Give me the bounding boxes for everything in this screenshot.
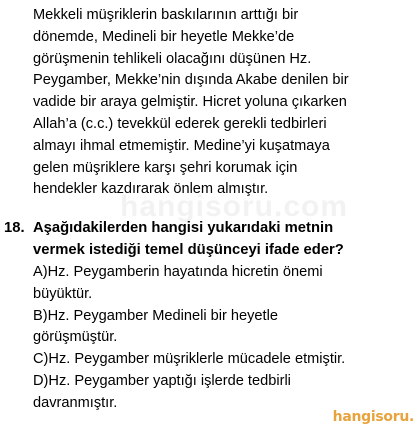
- brand-logo: hangisoru.: [332, 409, 414, 425]
- question-stem-line-1: [4, 218, 416, 240]
- passage-line: görüşmenin tehlikeli olacağını düşünen Hz.: [33, 50, 312, 67]
- passage-line: Allah’a (c.c.) tevekkül ederek gerekli tedbirleri: [33, 115, 327, 132]
- passage-line: Peygamber, Mekke’nin dışında Akabe denilen bir: [33, 72, 349, 89]
- question-number: 18.: [4, 220, 25, 236]
- option-a-line-2: büyüktür.: [33, 285, 93, 302]
- passage-line: almayı ihmal etmemiştir. Medine’yi kuşatmaya: [33, 137, 330, 154]
- question-stem-line-2: [4, 240, 416, 262]
- option-d-line-2: davranmıştır.: [33, 394, 118, 411]
- passage-line: vadide bir araya gelmiştir. Hicret yoluna çıkarken: [33, 94, 347, 111]
- option-a-line-1: A)Hz. Peygamberin hayatında hicretin önemi: [33, 264, 323, 280]
- option-b-line-1: B)Hz. Peygamber Medineli bir heyetle: [33, 307, 278, 324]
- question-stem: [4, 218, 416, 262]
- passage-line: hendekler kazdırarak önlem almıştır.: [33, 181, 269, 198]
- answer-options: [33, 262, 418, 415]
- watermark-text: hangisoru.com: [120, 190, 349, 223]
- passage-line: Mekkeli müşriklerin baskılarının arttığı bir: [33, 7, 299, 23]
- question-text-1: Aşağıdakilerden hangisi yukarıdaki metnin: [33, 220, 334, 236]
- passage-line: gelen müşriklere karşı şehri korumak için: [33, 159, 298, 176]
- option-c-line-1: C)Hz. Peygamber müşriklerle mücadele etmiştir.: [33, 351, 346, 368]
- reading-passage: [33, 5, 418, 201]
- question-text-2: vermek istediği temel düşünceyi ifade eder?: [33, 241, 344, 258]
- option-d-line-1: D)Hz. Peygamber yaptığı işlerde tedbirli: [33, 372, 291, 389]
- passage-line: dönemde, Medineli bir heyetle Mekke’de: [33, 28, 295, 45]
- option-b-line-2: görüşmüştür.: [33, 329, 118, 346]
